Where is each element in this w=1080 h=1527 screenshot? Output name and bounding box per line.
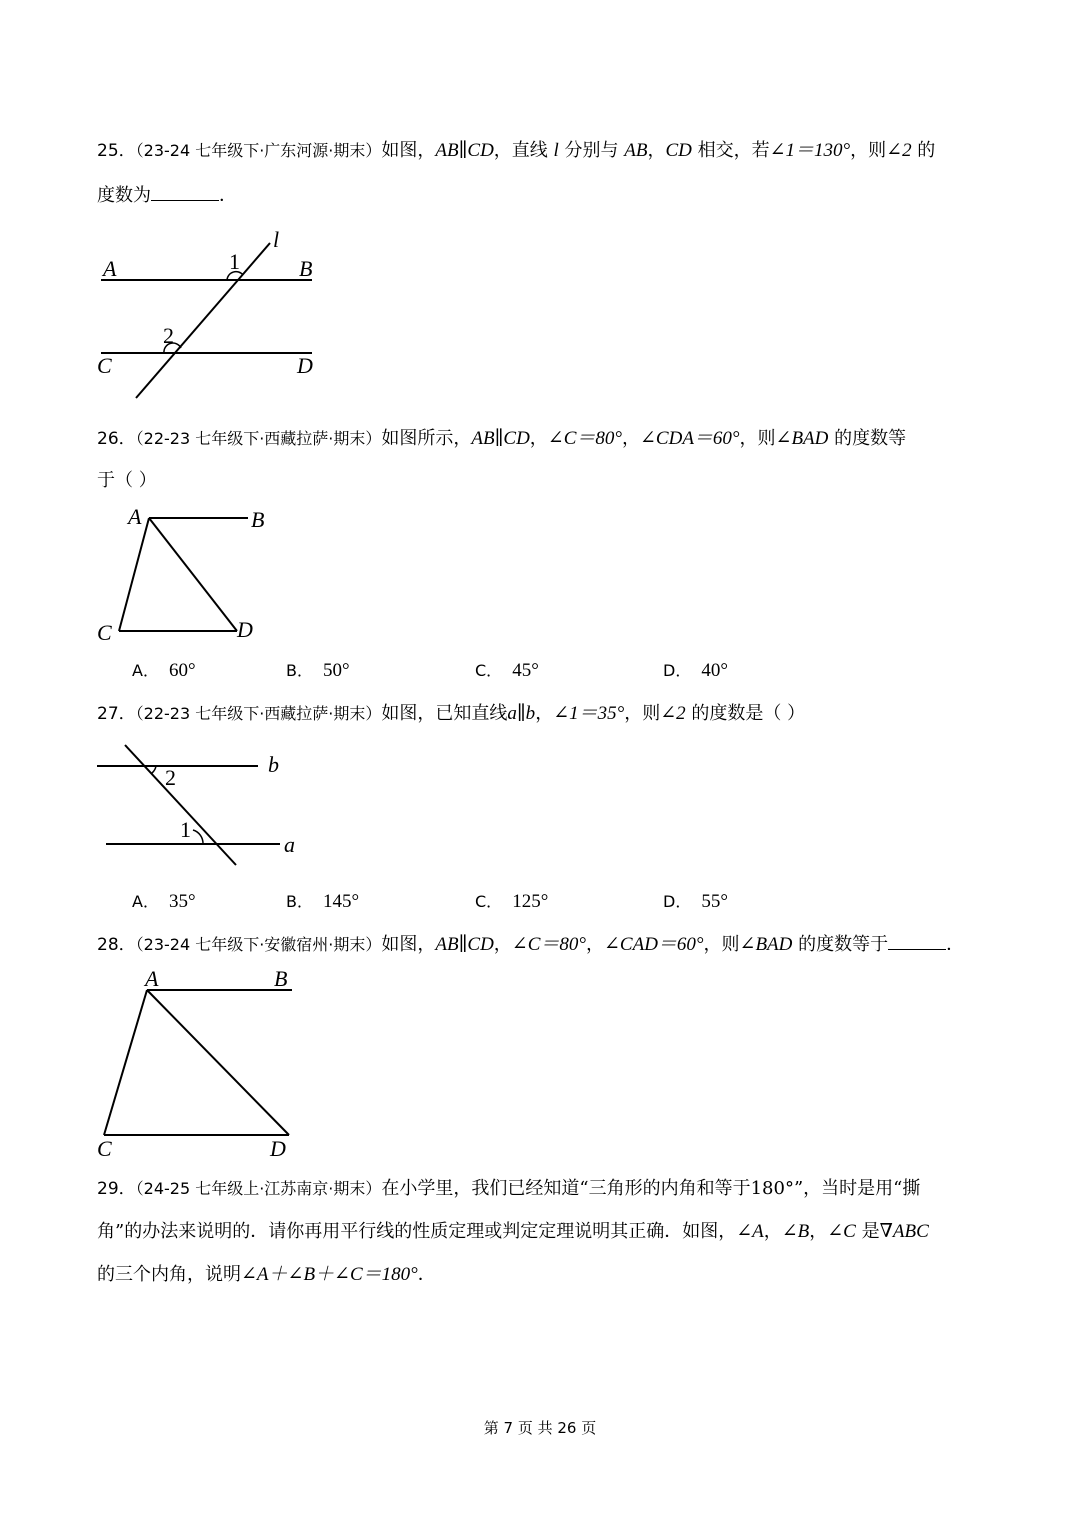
text: 的度数等于 bbox=[792, 934, 889, 955]
label-A: A bbox=[103, 256, 117, 281]
choice-b[interactable]: B． 50° bbox=[286, 660, 350, 681]
label-2: 2 bbox=[165, 765, 176, 790]
text: ． bbox=[946, 934, 965, 955]
math: ∠CDA＝60° bbox=[640, 428, 740, 449]
math: ∠BAD bbox=[775, 428, 829, 449]
q29-line3 bbox=[97, 1263, 436, 1287]
question-number: 29． bbox=[97, 1179, 136, 1199]
question-source: （23-24 七年级下·广东河源·期末） bbox=[135, 141, 382, 160]
label-1: 1 bbox=[180, 817, 191, 842]
text: ， bbox=[529, 428, 548, 449]
text: 角”的办法来说明的．请你再用平行线的性质定理或判定定理说明其正确．如图， bbox=[97, 1221, 737, 1242]
choice-c[interactable]: C． 125° bbox=[475, 891, 549, 912]
segment-ac bbox=[104, 990, 147, 1135]
math: ∠C＝80° bbox=[547, 428, 622, 449]
label-C: C bbox=[97, 1136, 112, 1161]
choice-c[interactable]: C． 45° bbox=[475, 660, 539, 681]
text: ，则 bbox=[703, 934, 740, 955]
math: ∠C＝80° bbox=[511, 934, 586, 955]
text: 如图，已知直线 bbox=[381, 703, 508, 724]
text: ， bbox=[809, 1221, 828, 1242]
text: 的度数是（ ） bbox=[685, 703, 806, 724]
text: 在小学里，我们已经知道“三角形的内角和等于180°”，当时是用“撕 bbox=[381, 1178, 921, 1199]
math: AB∥CD bbox=[471, 428, 530, 449]
math: AB bbox=[624, 140, 648, 161]
label-b: b bbox=[268, 752, 279, 777]
text: 相交，若 bbox=[691, 140, 770, 161]
question-source: （24-25 七年级上·江苏南京·期末） bbox=[135, 1179, 382, 1198]
text: ，则 bbox=[739, 428, 776, 449]
text: 是 bbox=[855, 1221, 880, 1242]
question-source: （23-24 七年级下·安徽宿州·期末） bbox=[135, 935, 382, 954]
text: ． bbox=[417, 1264, 436, 1285]
math: AB∥CD bbox=[435, 934, 494, 955]
text: ，则 bbox=[850, 140, 887, 161]
label-D: D bbox=[237, 617, 253, 642]
text: ． bbox=[219, 185, 237, 206]
text: 分别与 bbox=[558, 140, 625, 161]
question-source: （22-23 七年级下·西藏拉萨·期末） bbox=[135, 704, 382, 723]
math: ∠B bbox=[781, 1221, 810, 1242]
text: ，则 bbox=[624, 703, 661, 724]
text: 如图所示， bbox=[381, 428, 472, 449]
text: 的 bbox=[911, 140, 936, 161]
text: ， bbox=[622, 428, 640, 449]
label-1: 1 bbox=[229, 249, 240, 274]
math: ∠CAD＝60° bbox=[604, 934, 704, 955]
math: AB∥CD bbox=[435, 140, 494, 161]
text: ， bbox=[763, 1221, 782, 1242]
math: ∠2 bbox=[660, 703, 686, 724]
text: 度数为 bbox=[97, 185, 151, 206]
question-source: （22-23 七年级下·西藏拉萨·期末） bbox=[135, 429, 382, 448]
q29-line2 bbox=[97, 1220, 929, 1244]
math: ∠A＋∠B＋∠C＝180° bbox=[241, 1264, 418, 1285]
math: ∠C bbox=[827, 1221, 856, 1242]
label-D: D bbox=[297, 353, 313, 378]
math: CD bbox=[665, 140, 692, 161]
question-number: 26． bbox=[97, 429, 136, 449]
q29-line1 bbox=[97, 1177, 920, 1201]
math: ∠A bbox=[736, 1221, 764, 1242]
math: ∠1＝130° bbox=[769, 140, 851, 161]
label-l: l bbox=[273, 227, 280, 252]
label-C: C bbox=[97, 353, 112, 378]
math: ∠1＝35° bbox=[553, 703, 625, 724]
text: ， bbox=[535, 703, 554, 724]
text: ，直线 bbox=[493, 140, 554, 161]
text: ， bbox=[586, 934, 604, 955]
choice-a[interactable]: A． 60° bbox=[132, 660, 196, 681]
text: 的三个内角，说明 bbox=[97, 1264, 241, 1285]
label-B: B bbox=[299, 256, 313, 281]
question-number: 25． bbox=[97, 141, 136, 161]
question-number: 27． bbox=[97, 704, 136, 724]
label-A: A bbox=[128, 504, 142, 529]
label-A: A bbox=[145, 966, 159, 991]
label-B: B bbox=[274, 966, 288, 991]
text: 于（ ） bbox=[97, 470, 157, 491]
choice-b[interactable]: B． 145° bbox=[286, 891, 360, 912]
choice-d[interactable]: D． 55° bbox=[663, 891, 728, 912]
text: ， bbox=[493, 934, 512, 955]
segment-ad bbox=[147, 990, 289, 1135]
label-C: C bbox=[97, 620, 112, 645]
text: 如图， bbox=[381, 934, 436, 955]
label-2: 2 bbox=[163, 323, 174, 348]
choice-d[interactable]: D． 40° bbox=[663, 660, 728, 681]
math: l bbox=[553, 140, 559, 161]
text: 如图， bbox=[381, 140, 436, 161]
math: a∥b bbox=[507, 703, 536, 724]
choice-a[interactable]: A． 35° bbox=[132, 891, 196, 912]
question-number: 28． bbox=[97, 935, 136, 955]
math: ∠2 bbox=[886, 140, 912, 161]
label-a: a bbox=[284, 832, 295, 857]
text: 的度数等 bbox=[828, 428, 907, 449]
math: ∠BAD bbox=[739, 934, 793, 955]
label-B: B bbox=[251, 507, 265, 532]
page-footer: 第 7 页 共 26 页 bbox=[483, 1419, 597, 1437]
text: ， bbox=[647, 140, 666, 161]
math: ∇ABC bbox=[879, 1221, 929, 1242]
label-D: D bbox=[270, 1136, 286, 1161]
